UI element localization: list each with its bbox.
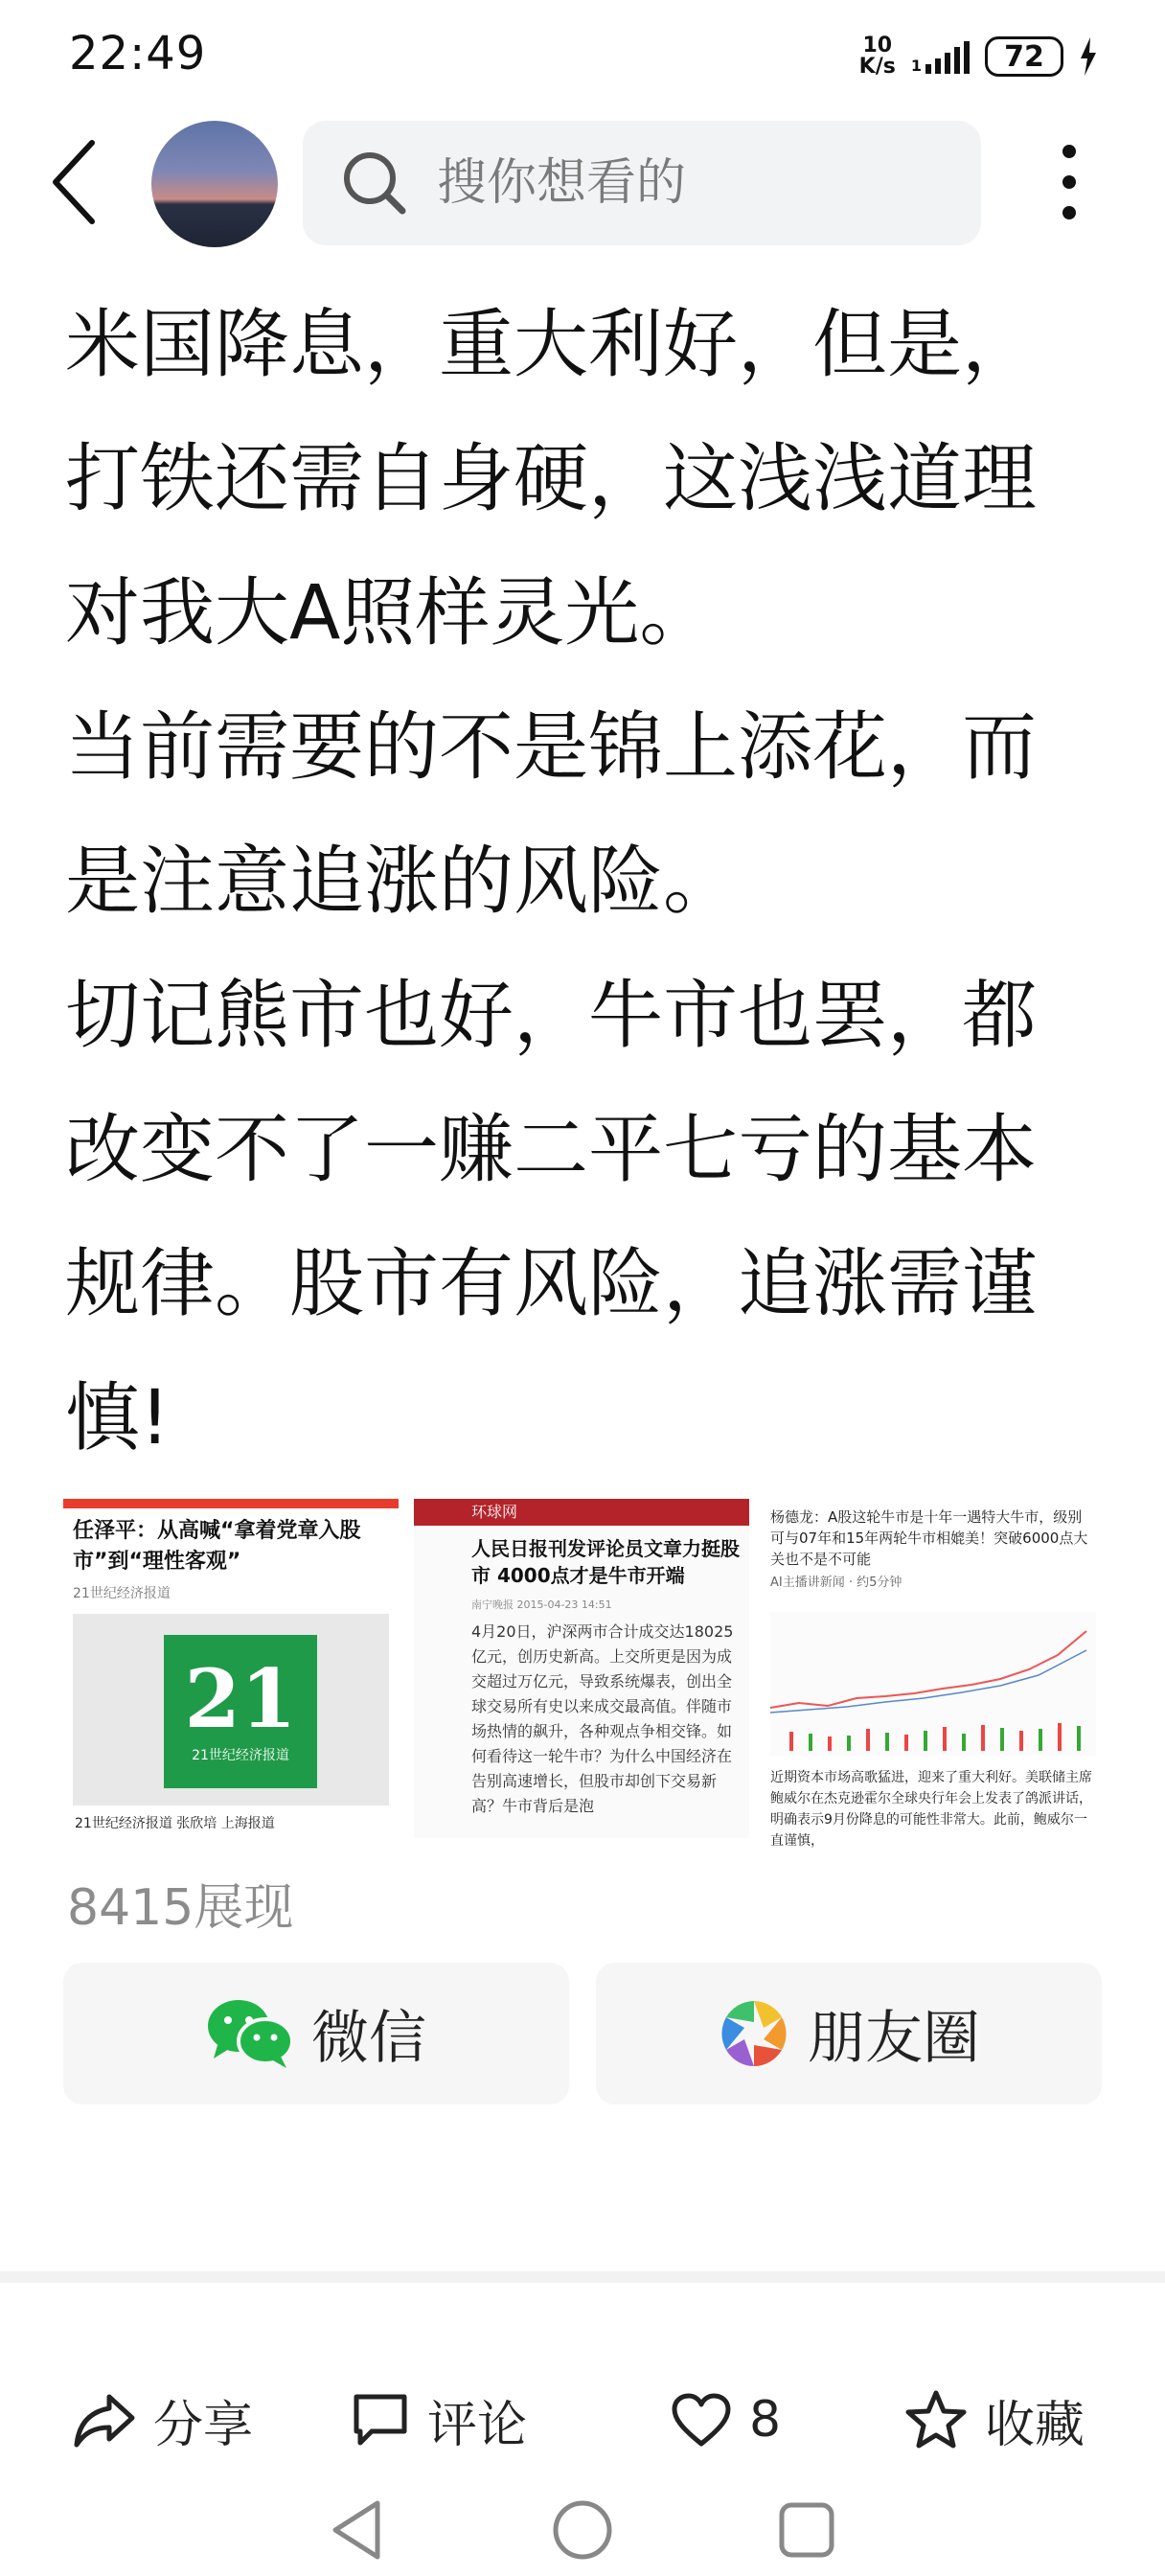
collect-action-label: 收藏 [985,2396,1085,2454]
search-input[interactable] [303,121,981,245]
image-audio-label: AI主播讲新闻 · 约5分钟 [770,1576,902,1590]
post-paragraph: 切记熊市也好，牛市也罢，都改变不了一赚二平七亏的基本规律。股市有风险，追涨需谨慎! [65,973,1038,1461]
like-action-button[interactable] [671,2381,781,2458]
share-moments-label: 朋友圈 [808,2005,980,2072]
post-images [63,1499,1100,1849]
chevron-left-icon [50,139,98,225]
image-meta: 南宁晚报 2015-04-23 14:51 [471,1598,612,1611]
wechat-icon [206,1997,294,2070]
signal-label: 1 [910,57,922,75]
post-content [65,278,1109,1485]
logo-number: 21 [184,1651,297,1746]
image-title: 人民日报刊发评论员文章力挺股市 4000点才是牛市开端 [471,1537,740,1587]
post-image-1[interactable] [63,1499,399,1838]
back-button[interactable] [50,134,117,230]
logo-21 [164,1635,317,1788]
battery-level: 72 [1004,39,1044,74]
share-arrow-icon [73,2391,136,2449]
image-body: 4月20日，沪深两市合计成交达18025亿元，创历史新高。上交所更是因为成交超过万亿元，导致系统爆表，创出全球交易所有史以来成交最高值。伴随市场热情的飙升，各种观点争相交锋。如何看待这一轮牛市？为什么中国经济在告别高速增长，但股市却创下交易新高？牛市背后是泡 [471,1622,734,1815]
nav-back-icon[interactable] [330,2499,383,2561]
status-time: 22:49 [69,27,207,80]
signal-icon [911,39,970,74]
post-image-2[interactable] [414,1499,749,1838]
image-logo-area [73,1614,389,1806]
share-action-label: 分享 [153,2396,254,2454]
nav-recent-apps-icon[interactable] [778,2501,835,2559]
post-paragraph: 米国降息，重大利好，但是，打铁还需自身硬，这浅浅道理对我大A照样灵光。 [65,302,1038,656]
share-moments-button[interactable] [596,1963,1102,2104]
post-image-3[interactable] [765,1499,1100,1849]
section-divider [0,2271,1165,2283]
like-count: 8 [749,2391,782,2449]
image-source: 21世纪经济报道 [73,1586,171,1601]
comment-action-button[interactable] [351,2381,527,2458]
more-dot-icon [1062,206,1076,219]
collect-action-button[interactable] [904,2381,1085,2458]
more-options-button[interactable] [1040,134,1098,230]
network-speed-unit: K/s [858,55,896,79]
image-header-bar: 环球网 [414,1499,749,1526]
search-placeholder: 搜你想看的 [437,154,687,212]
comment-action-label: 评论 [427,2396,528,2454]
share-wechat-button[interactable] [63,1963,569,2104]
post-paragraph: 当前需要的不是锦上添花，而是注意追涨的风险。 [65,704,1038,925]
battery-indicator [985,36,1063,77]
network-speed-value: 10 [862,34,893,58]
star-icon [904,2389,968,2450]
more-dot-icon [1062,145,1076,158]
avatar[interactable] [151,121,278,247]
share-action-button[interactable] [73,2381,253,2458]
more-dot-icon [1062,175,1076,189]
charging-icon [1079,37,1098,76]
impressions-count: 8415展现 [67,1879,294,1937]
image-caption: 21世纪经济报道 张欣培 上海报道 [75,1816,275,1831]
stock-chart-image [770,1612,1096,1756]
image-body: 近期资本市场高歌猛进，迎来了重大利好。美联储主席鲍威尔在杰克逊霍尔全球央行年会上发表了鸽派讲话，明确表示9月份降息的可能性非常大。此前，鲍威尔一直谨慎， [770,1770,1092,1849]
status-icons [859,33,1098,80]
image-title: 任泽平：从高喊“拿着党章入股市”到“理性客观” [73,1519,361,1574]
image-title: 杨德龙：A股这轮牛市是十年一遇特大牛市，级别可与07年和15年两轮牛市相媲美！突破6000点大关也不是不可能 [770,1508,1088,1568]
search-icon [341,150,408,217]
image-header-bar [63,1499,399,1508]
nav-home-icon[interactable] [552,2499,613,2561]
moments-icon [718,1997,790,2070]
heart-icon [671,2392,732,2448]
share-wechat-label: 微信 [311,2005,426,2072]
logo-text: 21世纪经济报道 [192,1748,289,1763]
network-speed [859,35,896,78]
comment-icon [351,2391,410,2449]
